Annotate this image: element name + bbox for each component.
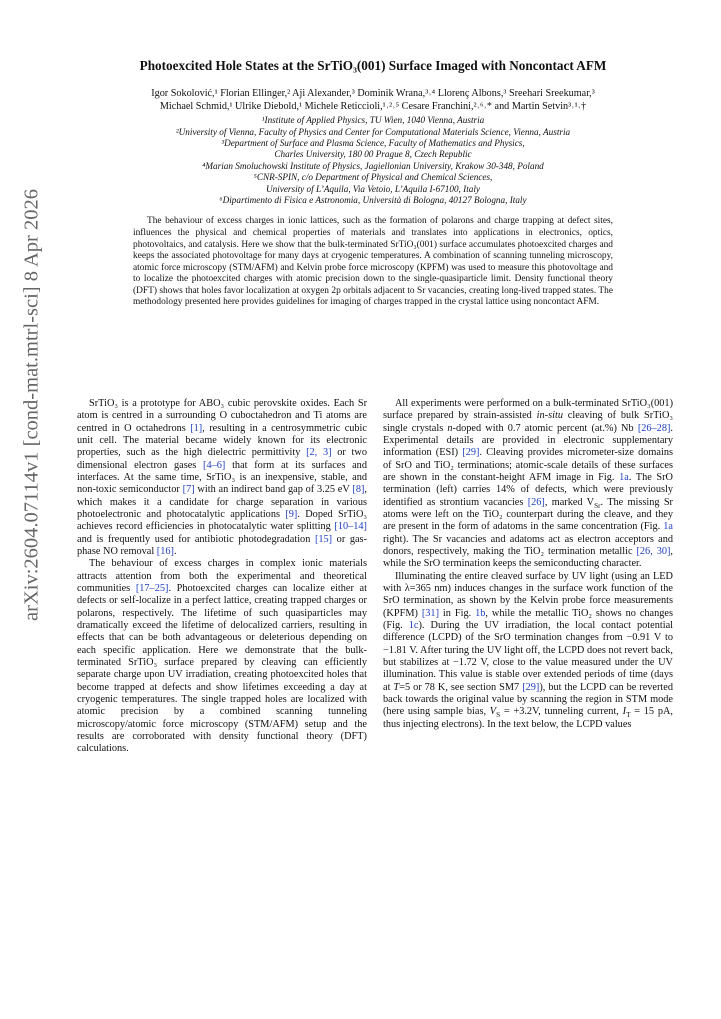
subscript: Sr: [594, 501, 601, 510]
text-run: that form at its surfaces and interfaces. At the same time, SrTiO₃ is an inexpensive, stable, and non-toxic semiconductor: [77, 459, 367, 496]
text-run: . Experimental details are provided in electronic supplementary information (ESI): [383, 422, 673, 459]
citation-link[interactable]: [7]: [182, 484, 195, 496]
citation-link[interactable]: [29]: [462, 447, 480, 459]
text-run: . Doped SrTiO₃ achieves record efficiencies in photocatalytic water splitting: [77, 508, 367, 533]
citation-link[interactable]: [16]: [156, 545, 174, 557]
text-run: , while the metallic TiO₂ shows no changes (Fig.: [383, 607, 673, 631]
paper-title: Photoexcited Hole States at the SrTiO₃(001) Surface Imaged with Noncontact AFM: [139, 58, 607, 73]
text-run: ), but the LCPD can be reverted back towards the original value by scanning the region in STM mode (here using sample bias,: [383, 681, 673, 718]
affiliation-line: ⁶Dipartimento di Fisica e Astronomia, Università di Bologna, 40127 Bologna, Italy: [219, 195, 527, 206]
subscript: T: [626, 711, 631, 720]
affiliation-line: University of L’Aquila, Via Vetoio, L’Aquila I-67100, Italy: [265, 183, 480, 194]
citation-link[interactable]: [26]: [527, 496, 545, 508]
abstract: The behaviour of excess charges in ionic lattices, such as the formation of polarons and charge trapping at defect sites, influences the physical and chemical properties of materials and translates into applications in electronics, optics, photovoltaics, and catalysis. Here we show that the bulk-terminated SrTiO₃(001) surface accumulates photoexcited charges and keeps the associated photovoltage for many days at cryogenic temperatures. A combination of scanning tunneling microscopy, atomic force microscopy (STM/AFM) and Kelvin probe force microscopy (KPFM) was used to measure this photovoltage and to localize the photoexcited charges with atomic precision down to the single-quasiparticle limit. Density functional theory (DFT) shows that holes favor localization at oxygen 2p orbitals adjacent to Sr vacancies, creating long-lived trapped states. The methodology presented here provides guidelines for imaging of charges trapped in the crystal lattice using noncontact AFM.: [133, 216, 613, 308]
arxiv-identifier-text: arXiv:2604.07114v1 [cond-mat.mtrl-sci] 8 Apr 2026: [20, 189, 43, 621]
citation-link[interactable]: [4–6]: [203, 459, 226, 471]
text-run: right). The Sr vacancies and adatoms act as electron acceptors and donors, respectively, making the TiO₂ termination metallic: [383, 533, 673, 557]
citation-link[interactable]: [8]: [352, 484, 365, 496]
body-column-right: [383, 398, 673, 731]
author-list: [62, 88, 684, 113]
text-run: = +3.2V, tunneling current,: [500, 706, 623, 718]
citation-link[interactable]: [1]: [190, 422, 203, 434]
citation-link[interactable]: 1a: [663, 521, 673, 533]
affiliation-line: Charles University, 180 00 Prague 8, Czech Republic: [274, 149, 472, 160]
text-run: or gas-phase NO removal: [77, 533, 367, 557]
text-run: with an indirect band gap of 3.25 eV: [194, 484, 353, 496]
citation-link[interactable]: [15]: [314, 533, 333, 545]
italic-text: in-situ: [536, 410, 563, 422]
text-run: . Cleaving provides micrometer-size domains of SrO and TiO₂ terminations; atomic-scale details of these surfaces are shown in the constant-height AFM image in Fig.: [383, 447, 673, 483]
subscript: S: [496, 711, 501, 720]
italic-text: I: [622, 706, 627, 718]
text-run: SrTiO₃ is a prototype for ABO₃ cubic perovskite oxides. Each Sr atom is centred in a surrounding O cuboctahedron and Ti atoms are centred in O octahedrons: [77, 398, 367, 434]
text-run: . The missing Sr atoms were left on the TiO₂ counterpart during the cleave, and they are present in the form of adatoms in the same concentration (Fig.: [383, 496, 673, 533]
affiliation-line: ⁴Marian Smoluchowski Institute of Physics, Jagiellonian University, Krakow 30-348, Poland: [202, 160, 544, 171]
body-paragraph: [77, 558, 367, 755]
affiliation-list: [62, 115, 684, 206]
text-run: . Photoexcited charges can localize either at defects or self-localize in a perfect lattice, creating trapped charges or polarons, respectively. The lifetime of such quasiparticles may dramatically exceed the lifetime of delocalized carriers, resulting in effects that can be both advantageous or deleterious depending on each specific application. Here we demonstrate that the bulk-terminated SrTiO₃ surface prepared by cleaving can efficiently separate charge upon UV irradiation, creating photoexcited holes that become trapped at defects and show lifetimes exceeding a day at cryogenic temperatures. The single trapped holes are localized with atomic precision by a combined scanning tunneling microscopy/atomic force microscopy (STM/AFM) setup and the results are corroborated with density functional theory (DFT) calculations.: [77, 582, 367, 755]
text-run: Illuminating the entire cleaved surface by UV light (using an LED with λ=365 nm) induces changes in the surface work function of the SrO termination, as shown by the Kelvin probe force measurements (KPFM): [383, 570, 673, 619]
text-run: , resulting in a centrosymmetric cubic unit cell. The material became widely known for its electronic properties, such as the high dielectric permittivity: [77, 422, 367, 459]
body-column-left: [77, 398, 367, 756]
text-run: The behaviour of excess charges in complex ionic materials attracts attention from both the experimental and theoretical communities: [77, 558, 367, 594]
citation-link[interactable]: 1c: [408, 619, 419, 631]
affiliation-line: ¹Institute of Applied Physics, TU Wien, 1040 Vienna, Austria: [261, 115, 485, 126]
text-run: =5 or 78 K, see section SM7: [399, 681, 523, 693]
citation-link[interactable]: 1b: [475, 607, 486, 619]
affiliation-line: ⁵CNR-SPIN, c/o Department of Physical and Chemical Sciences,: [253, 172, 493, 183]
citation-link[interactable]: [29]: [522, 681, 540, 693]
author-line: Igor Sokolović,¹ Florian Ellinger,² Aji Alexander,³ Dominik Wrana,³˒⁴ Llorenç Albons,³ Sreehari Sreekumar,³: [151, 88, 595, 99]
italic-text: T: [393, 681, 400, 693]
text-run: , while the SrO termination keeps the semiconducting character.: [383, 545, 673, 570]
arxiv-identifier-margin: [12, 100, 52, 710]
citation-link[interactable]: [17–25]: [135, 582, 169, 594]
text-run: cleaving of bulk SrTiO₃ single crystals: [383, 410, 673, 434]
italic-text: V: [489, 706, 497, 718]
citation-link[interactable]: [2, 3]: [306, 447, 332, 459]
paper-header: [62, 58, 684, 309]
text-run: in Fig.: [439, 607, 476, 619]
body-paragraph: [77, 398, 367, 558]
affiliation-line: ²University of Vienna, Faculty of Physics and Center for Computational Materials Science, Vienna, Austria: [175, 126, 571, 137]
text-run: , which makes it a candidate for charge separation in various photoelectronic and photocatalytic applications: [77, 484, 367, 520]
citation-link[interactable]: [9]: [285, 508, 298, 520]
author-line: Michael Schmid,¹ Ulrike Diebold,¹ Michele Reticcioli,¹˒²˒⁵ Cesare Franchini,²˒⁶˒* and Martin Setvin³˒¹˒†: [159, 100, 587, 112]
text-run: = 15 pA, thus injecting electrons). In the text below, the LCPD values: [383, 706, 673, 730]
body-paragraph: [383, 571, 673, 731]
text-run: . The SrO termination (left) carries 14% of defects, which were previously identified as strontium vacancies: [383, 471, 673, 508]
text-run: All experiments were performed on a bulk-terminated SrTiO₃(001) surface prepared by strain-assisted: [383, 398, 673, 422]
citation-link[interactable]: [26–28]: [637, 422, 671, 434]
citation-link[interactable]: 1a: [619, 471, 629, 483]
italic-text: n: [447, 422, 453, 434]
text-run: and is frequently used for antibiotic photodegradation: [77, 533, 315, 545]
text-run: or two dimensional electron gases: [77, 447, 367, 471]
text-run: .: [173, 545, 177, 557]
citation-link[interactable]: [26, 30]: [636, 545, 671, 557]
citation-link[interactable]: [10–14]: [334, 521, 367, 533]
text-run: , marked V: [544, 496, 595, 508]
text-run: -doped with 0.7 atomic percent (at.%) Nb: [452, 422, 638, 434]
text-run: ). During the UV irradiation, the local contact potential difference (LCPD) of the SrO termination changes from −0.91 V to −1.81 V. After turing the UV light off, the LCPD does not revert back, but stabilizes at −1.72 V, close to the value measured under the UV illumination. This value is stable over extended periods of time (days at: [383, 619, 673, 693]
body-paragraph: [383, 398, 673, 571]
citation-link[interactable]: [31]: [421, 607, 439, 619]
affiliation-line: ³Department of Surface and Plasma Science, Faculty of Mathematics and Physics,: [221, 138, 525, 148]
